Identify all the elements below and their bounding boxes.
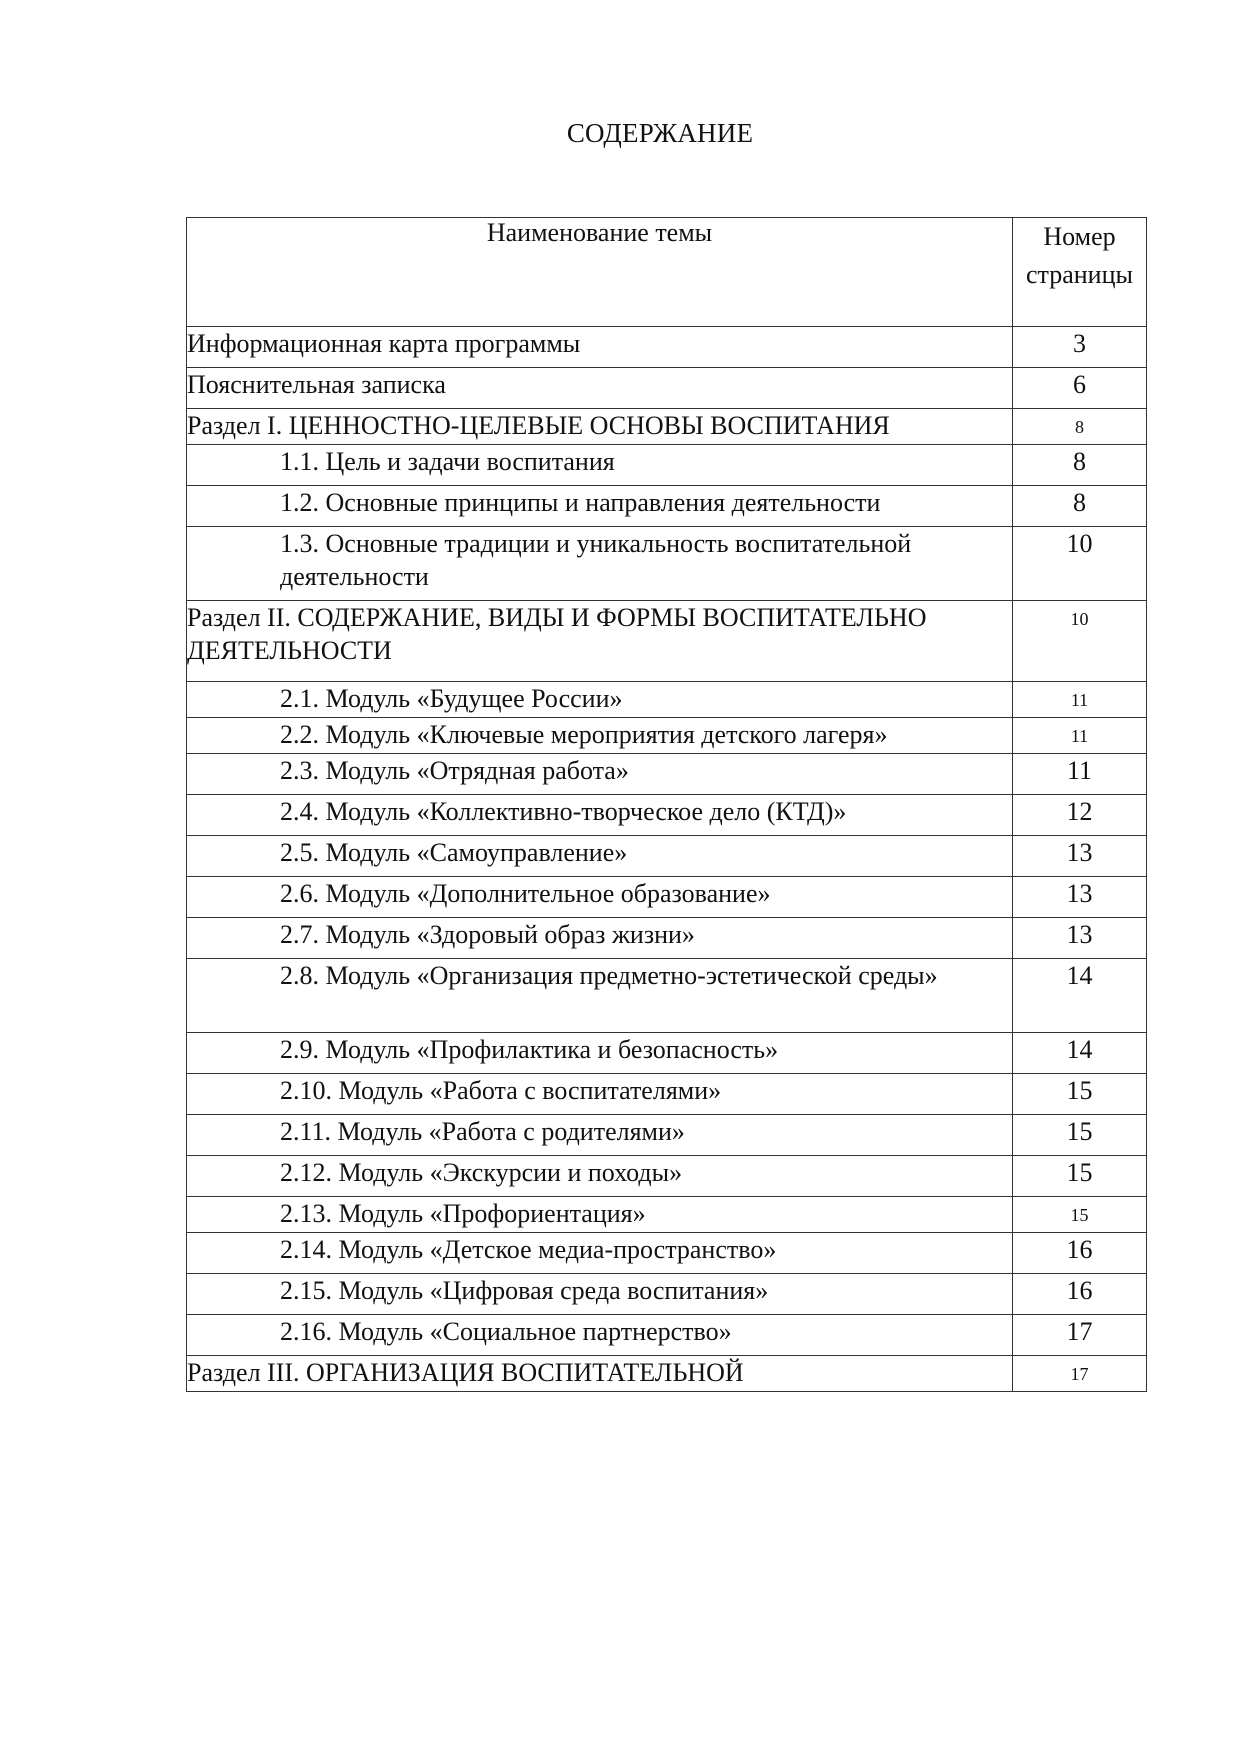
row-page: 8 — [1013, 409, 1147, 445]
table-row — [187, 718, 1147, 754]
row-page: 15 — [1013, 1115, 1147, 1156]
row-topic: 1.2. Основные принципы и направления деятельности — [187, 486, 1013, 527]
row-page: 6 — [1013, 368, 1147, 409]
row-page: 13 — [1013, 918, 1147, 959]
row-page: 17 — [1013, 1315, 1147, 1356]
row-topic: Раздел II. СОДЕРЖАНИЕ, ВИДЫ И ФОРМЫ ВОСПИТАТЕЛЬНО ДЕЯТЕЛЬНОСТИ — [187, 601, 1013, 682]
row-page: 10 — [1013, 601, 1147, 682]
table-row — [187, 1197, 1147, 1233]
table-row — [187, 527, 1147, 601]
table-row — [187, 1356, 1147, 1392]
row-topic: 2.14. Модуль «Детское медиа-пространство» — [187, 1233, 1013, 1274]
row-page: 11 — [1013, 754, 1147, 795]
row-page: 15 — [1013, 1156, 1147, 1197]
table-row — [187, 836, 1147, 877]
row-topic: 2.4. Модуль «Коллективно-творческое дело (КТД)» — [187, 795, 1013, 836]
row-topic: 2.12. Модуль «Экскурсии и походы» — [187, 1156, 1013, 1197]
row-topic: 2.7. Модуль «Здоровый образ жизни» — [187, 918, 1013, 959]
row-page: 8 — [1013, 486, 1147, 527]
row-page: 12 — [1013, 795, 1147, 836]
row-page: 11 — [1013, 718, 1147, 754]
header-page-line1: Номер — [1043, 222, 1116, 251]
table-header-row — [187, 218, 1147, 327]
table-row — [187, 409, 1147, 445]
row-topic: 2.13. Модуль «Профориентация» — [187, 1197, 1013, 1233]
row-page: 16 — [1013, 1274, 1147, 1315]
row-topic: 2.2. Модуль «Ключевые мероприятия детского лагеря» — [187, 718, 1013, 754]
table-row — [187, 1233, 1147, 1274]
table-row — [187, 1115, 1147, 1156]
table-row — [187, 754, 1147, 795]
row-topic: Информационная карта программы — [187, 327, 1013, 368]
row-topic: 2.10. Модуль «Работа с воспитателями» — [187, 1074, 1013, 1115]
row-topic: 2.9. Модуль «Профилактика и безопасность» — [187, 1033, 1013, 1074]
row-page: 13 — [1013, 877, 1147, 918]
row-topic: Раздел III. ОРГАНИЗАЦИЯ ВОСПИТАТЕЛЬНОЙ — [187, 1356, 1013, 1392]
table-row — [187, 877, 1147, 918]
table-row — [187, 486, 1147, 527]
row-topic: 2.3. Модуль «Отрядная работа» — [187, 754, 1013, 795]
contents-table — [186, 217, 1147, 1392]
row-topic: 2.15. Модуль «Цифровая среда воспитания» — [187, 1274, 1013, 1315]
row-topic: Пояснительная записка — [187, 368, 1013, 409]
row-page: 15 — [1013, 1074, 1147, 1115]
row-page: 14 — [1013, 1033, 1147, 1074]
table-row — [187, 795, 1147, 836]
row-topic: 1.1. Цель и задачи воспитания — [187, 445, 1013, 486]
row-topic: 2.16. Модуль «Социальное партнерство» — [187, 1315, 1013, 1356]
table-row — [187, 959, 1147, 1033]
table-row — [187, 918, 1147, 959]
row-page: 17 — [1013, 1356, 1147, 1392]
table-row — [187, 1074, 1147, 1115]
table-row — [187, 1156, 1147, 1197]
row-page: 14 — [1013, 959, 1147, 1033]
row-page: 11 — [1013, 682, 1147, 718]
row-topic: 2.5. Модуль «Самоуправление» — [187, 836, 1013, 877]
row-topic: 2.6. Модуль «Дополнительное образование» — [187, 877, 1013, 918]
row-page: 3 — [1013, 327, 1147, 368]
table-row — [187, 445, 1147, 486]
table-row — [187, 368, 1147, 409]
header-page-line2: страницы — [1026, 260, 1133, 289]
row-page: 15 — [1013, 1197, 1147, 1233]
page-title: СОДЕРЖАНИЕ — [566, 118, 754, 148]
row-topic: 1.3. Основные традиции и уникальность воспитательной деятельности — [187, 527, 1013, 601]
table-row — [187, 1033, 1147, 1074]
table-row — [187, 1315, 1147, 1356]
row-topic: Раздел I. ЦЕННОСТНО-ЦЕЛЕВЫЕ ОСНОВЫ ВОСПИТАНИЯ — [187, 409, 1013, 445]
row-page: 16 — [1013, 1233, 1147, 1274]
table-row — [187, 601, 1147, 682]
row-topic: 2.8. Модуль «Организация предметно-эстетической среды» — [187, 959, 1013, 1033]
table-row — [187, 682, 1147, 718]
row-topic: 2.11. Модуль «Работа с родителями» — [187, 1115, 1013, 1156]
header-topic-name: Наименование темы — [187, 218, 1013, 327]
header-page-number — [1013, 218, 1147, 327]
row-page: 13 — [1013, 836, 1147, 877]
row-topic: 2.1. Модуль «Будущее России» — [187, 682, 1013, 718]
table-row — [187, 327, 1147, 368]
row-page: 10 — [1013, 527, 1147, 601]
row-page: 8 — [1013, 445, 1147, 486]
table-row — [187, 1274, 1147, 1315]
